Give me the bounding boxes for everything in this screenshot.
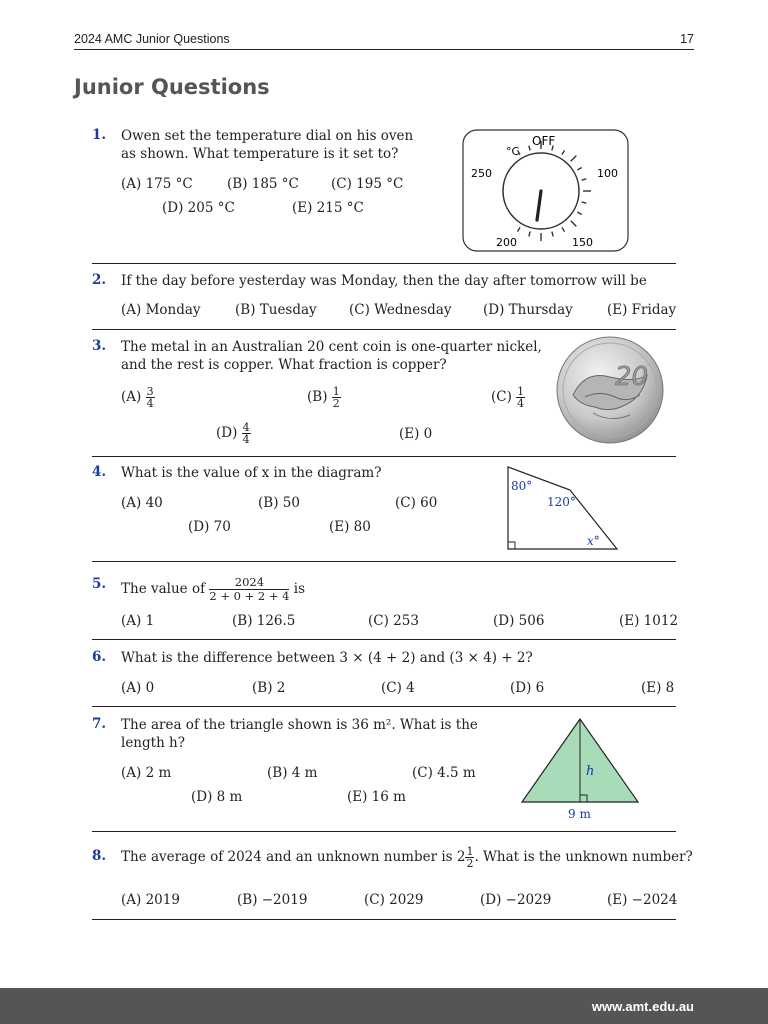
option-e: (E) 1012: [619, 613, 679, 629]
question-text-line-1: Owen set the temperature dial on his oven: [121, 128, 414, 144]
option-e: (E) 80: [329, 519, 371, 535]
question-text-line-2: length h?: [121, 735, 185, 751]
option-a: (A) 1: [121, 613, 155, 629]
angle-label-120: 120°: [547, 495, 576, 509]
option-a: (A) Monday: [121, 302, 201, 318]
section-title: Junior Questions: [74, 75, 270, 99]
question-text: What is the value of x in the diagram?: [121, 465, 382, 481]
option-a: (A) 40: [121, 495, 163, 511]
option-d: (D) 506: [493, 613, 545, 629]
divider: [92, 919, 676, 920]
question-text: What is the difference between 3 × (4 + 2) and (3 × 4) + 2?: [121, 650, 533, 666]
option-label: (A): [121, 389, 142, 405]
footer-url[interactable]: www.amt.edu.au: [591, 999, 694, 1014]
fraction: [209, 576, 289, 603]
numerator: 4: [242, 421, 250, 434]
header-title: 2024 AMC Junior Questions: [74, 32, 230, 46]
denominator: 2: [332, 397, 340, 410]
denominator: 2: [466, 857, 474, 870]
option-b: (B) 185 °C: [227, 176, 299, 192]
divider: [92, 456, 676, 457]
fraction: [516, 386, 525, 409]
option-e: (E) 0: [399, 426, 433, 442]
option-d: (D) 205 °C: [162, 200, 235, 216]
question-number: 3.: [92, 338, 107, 354]
denominator: 4: [517, 397, 525, 410]
option-d: (D) Thursday: [483, 302, 573, 318]
option-c: (C) Wednesday: [349, 302, 452, 318]
option-d: (D) 8 m: [191, 789, 243, 805]
divider: [92, 706, 676, 707]
option-label: (B): [307, 389, 328, 405]
text-after: . What is the unknown number?: [474, 849, 693, 865]
option-c: (C) 4.5 m: [412, 765, 476, 781]
divider: [92, 561, 676, 562]
angle-label-80: 80°: [511, 479, 533, 493]
numerator: 3: [146, 385, 154, 398]
question-number: 1.: [92, 127, 107, 143]
fraction: [242, 422, 251, 445]
question-number: 7.: [92, 716, 107, 732]
option-e: (E) −2024: [607, 892, 678, 908]
height-label: h: [586, 764, 595, 779]
denominator: 2 + 0 + 2 + 4: [209, 589, 290, 603]
numerator: 1: [517, 385, 525, 398]
option-c: (C) 195 °C: [331, 176, 404, 192]
question-text: [121, 846, 693, 869]
question-number: 6.: [92, 649, 107, 665]
divider: [92, 329, 676, 330]
dial-label-100: 100: [597, 167, 618, 180]
question-text-line-1: The metal in an Australian 20 cent coin is one-quarter nickel,: [121, 339, 542, 355]
triangle-diagram: [518, 716, 642, 822]
option-d: [216, 422, 251, 445]
question-text: [121, 576, 305, 603]
option-b: (B) 4 m: [267, 765, 318, 781]
text-before: The value of: [121, 581, 206, 597]
numerator: 1: [332, 385, 340, 398]
option-label: (D): [216, 425, 238, 441]
option-b: (B) Tuesday: [235, 302, 317, 318]
coin-image: [555, 335, 665, 445]
fraction: [146, 386, 155, 409]
dial-label-150: 150: [572, 236, 593, 249]
option-b: (B) 126.5: [232, 613, 296, 629]
question-number: 2.: [92, 272, 107, 288]
dial-unit-label: °C: [506, 145, 520, 158]
option-b: (B) 50: [258, 495, 300, 511]
text-after: is: [293, 581, 306, 597]
angle-label-x: x°: [587, 534, 600, 548]
option-c: [491, 386, 525, 409]
coin-value-label: 20: [615, 362, 649, 392]
option-c: (C) 253: [368, 613, 419, 629]
option-a: (A) 2019: [121, 892, 180, 908]
question-text: If the day before yesterday was Monday, then the day after tomorrow will be: [121, 273, 647, 289]
option-b: (B) 2: [252, 680, 286, 696]
page-footer: [0, 988, 768, 1024]
divider: [92, 831, 676, 832]
denominator: 4: [146, 397, 154, 410]
base-label: 9 m: [568, 807, 591, 821]
option-d: (D) 6: [510, 680, 545, 696]
option-a: (A) 175 °C: [121, 176, 193, 192]
option-b: [307, 386, 341, 409]
option-a: (A) 2 m: [121, 765, 172, 781]
question-text-line-2: and the rest is copper. What fraction is copper?: [121, 357, 447, 373]
option-c: (C) 2029: [364, 892, 424, 908]
text-before: The average of 2024 and an unknown number is 2: [121, 849, 466, 865]
option-label: (C): [491, 389, 512, 405]
page-header: [74, 31, 694, 50]
numerator: 1: [466, 845, 474, 858]
dial-off-label: OFF: [532, 134, 556, 148]
question-2: [92, 272, 676, 322]
option-a: [121, 386, 155, 409]
question-number: 8.: [92, 848, 107, 864]
dial-label-200: 200: [496, 236, 517, 249]
option-e: (E) Friday: [607, 302, 677, 318]
question-number: 4.: [92, 464, 107, 480]
question-6: [92, 649, 676, 699]
question-number: 5.: [92, 576, 107, 592]
option-b: (B) −2019: [237, 892, 308, 908]
option-e: (E) 215 °C: [292, 200, 364, 216]
option-c: (C) 4: [381, 680, 415, 696]
option-d: (D) −2029: [480, 892, 552, 908]
dial-label-250: 250: [471, 167, 492, 180]
quadrilateral-diagram: [500, 462, 625, 554]
option-d: (D) 70: [188, 519, 231, 535]
option-a: (A) 0: [121, 680, 155, 696]
oven-dial-diagram: [462, 129, 630, 253]
divider: [92, 263, 676, 264]
option-e: (E) 8: [641, 680, 675, 696]
question-5: [92, 569, 679, 633]
fraction: [332, 386, 341, 409]
question-text-line-2: as shown. What temperature is it set to?: [121, 146, 399, 162]
question-8: [92, 844, 693, 914]
option-e: (E) 16 m: [347, 789, 406, 805]
numerator: 2024: [209, 576, 289, 590]
question-text-line-1: The area of the triangle shown is 36 m². What is the: [121, 717, 478, 733]
page-number: 17: [680, 32, 694, 46]
divider: [92, 639, 676, 640]
option-c: (C) 60: [395, 495, 438, 511]
denominator: 4: [242, 433, 250, 446]
